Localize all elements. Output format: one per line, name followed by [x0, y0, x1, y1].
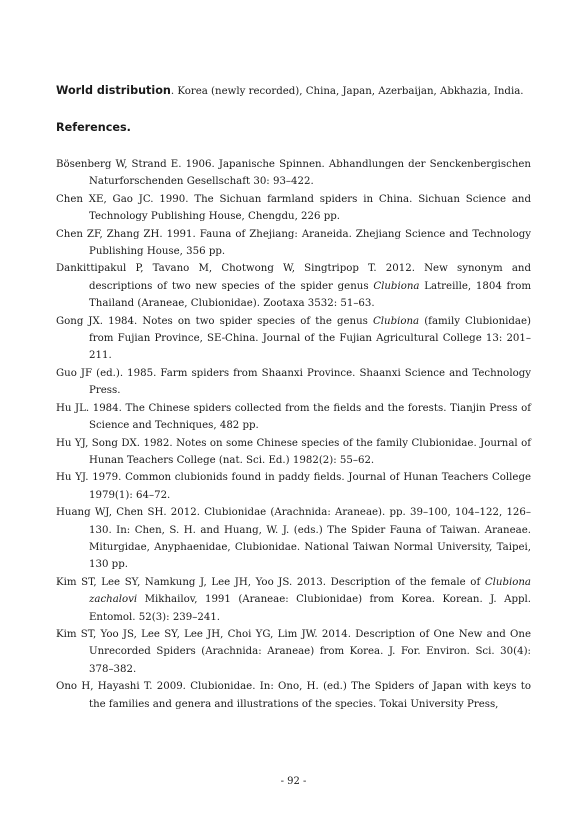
reference-text: Chen ZF, Zhang ZH. 1991. Fauna of Zhejiang: Araneida. Zhejiang Science and Technology Publishing House, 356 pp. [56, 228, 531, 258]
reference-taxon-italic: Clubiona [372, 315, 420, 327]
reference-taxon-italic: Clubiona zachalovi [89, 576, 531, 606]
world-distribution-label: World distribution [56, 84, 171, 97]
reference-text-continued: Mikhailov, 1991 (Araneae: Clubionidae) from Korea. Korean. J. Appl. Entomol. 52(3): 239–241. [89, 594, 531, 623]
references-list [56, 156, 531, 713]
reference-text: Kim ST, Yoo JS, Lee SY, Lee JH, Choi YG, Lim JW. 2014. Description of One New and One Unrecorded Spiders (Arachnida: Araneae) from Korea. J. For. Environ. Sci. 30(4): 378–382. [56, 628, 531, 675]
reference-text: Hu JL. 1984. The Chinese spiders collected from the fields and the forests. Tianjin Press of Science and Techniques, 482 pp. [56, 402, 531, 432]
world-distribution-text: . Korea (newly recorded), China, Japan, Azerbaijan, Abkhazia, India. [170, 86, 524, 97]
reference-entry [56, 574, 531, 626]
reference-text: Chen XE, Gao JC. 1990. The Sichuan farmland spiders in China. Sichuan Science and Technology Publishing House, Chengdu, 226 pp. [56, 193, 531, 223]
reference-entry [56, 226, 531, 261]
reference-text: Huang WJ, Chen SH. 2012. Clubionidae (Arachnida: Araneae). pp. 39–100, 104–122, 126–130. In: Chen, S. H. and Huang, W. J. (eds.) The Spider Fauna of Taiwan. Araneae. Miturgidae, Anyphaenidae, Clubionidae. National Taiwan Normal University, Taipei, 130 pp. [56, 507, 531, 571]
reference-entry [56, 191, 531, 226]
world-distribution [56, 84, 536, 99]
reference-entry [56, 365, 531, 400]
reference-taxon-italic: Clubiona [373, 280, 420, 292]
reference-entry [56, 156, 531, 191]
reference-entry [56, 313, 531, 365]
reference-text: Ono H, Hayashi T. 2009. Clubionidae. In: Ono, H. (ed.) The Spiders of Japan with keys to the families and genera and illustrations of the species. Tokai University Press, [56, 681, 531, 710]
reference-text: Gong JX. 1984. Notes on two spider species of the genus [56, 315, 373, 327]
reference-text: Dankittipakul P, Tavano M, Chotwong W, Singtripop T. 2012. New synonym and descriptions of two new species of the spider genus [56, 263, 531, 292]
reference-entry [56, 469, 531, 504]
reference-entry [56, 400, 531, 435]
reference-entry [56, 626, 531, 678]
reference-text: Hu YJ. 1979. Common clubionids found in paddy fields. Journal of Hunan Teachers College 1979(1): 64–72. [56, 472, 531, 501]
reference-text: Hu YJ, Song DX. 1982. Notes on some Chinese species of the family Clubionidae. Journal of Hunan Teachers College (nat. Sci. Ed.) 1982(2): 55–62. [56, 437, 531, 466]
reference-entry [56, 435, 531, 470]
reference-entry [56, 504, 531, 574]
reference-text-continued: Latreille, 1804 from Thailand (Araneae, Clubionidae). Zootaxa 3532: 51–63. [89, 280, 531, 310]
reference-entry [56, 260, 531, 312]
reference-text: Kim ST, Lee SY, Namkung J, Lee JH, Yoo JS. 2013. Description of the female of [56, 576, 485, 588]
reference-entry [56, 678, 531, 713]
reference-text: Guo JF (ed.). 1985. Farm spiders from Shaanxi Province. Shaanxi Science and Technology Press. [56, 367, 531, 397]
reference-text: Bösenberg W, Strand E. 1906. Japanische Spinnen. Abhandlungen der Senckenbergischen Naturforschenden Gesellschaft 30: 93–422. [56, 159, 531, 188]
reference-text-continued: (family Clubionidae) from Fujian Province, SE-China. Journal of the Fujian Agricultural College 13: 201–211. [89, 315, 531, 362]
page-number: - 92 - [280, 776, 307, 787]
references-heading: References. [56, 121, 131, 134]
